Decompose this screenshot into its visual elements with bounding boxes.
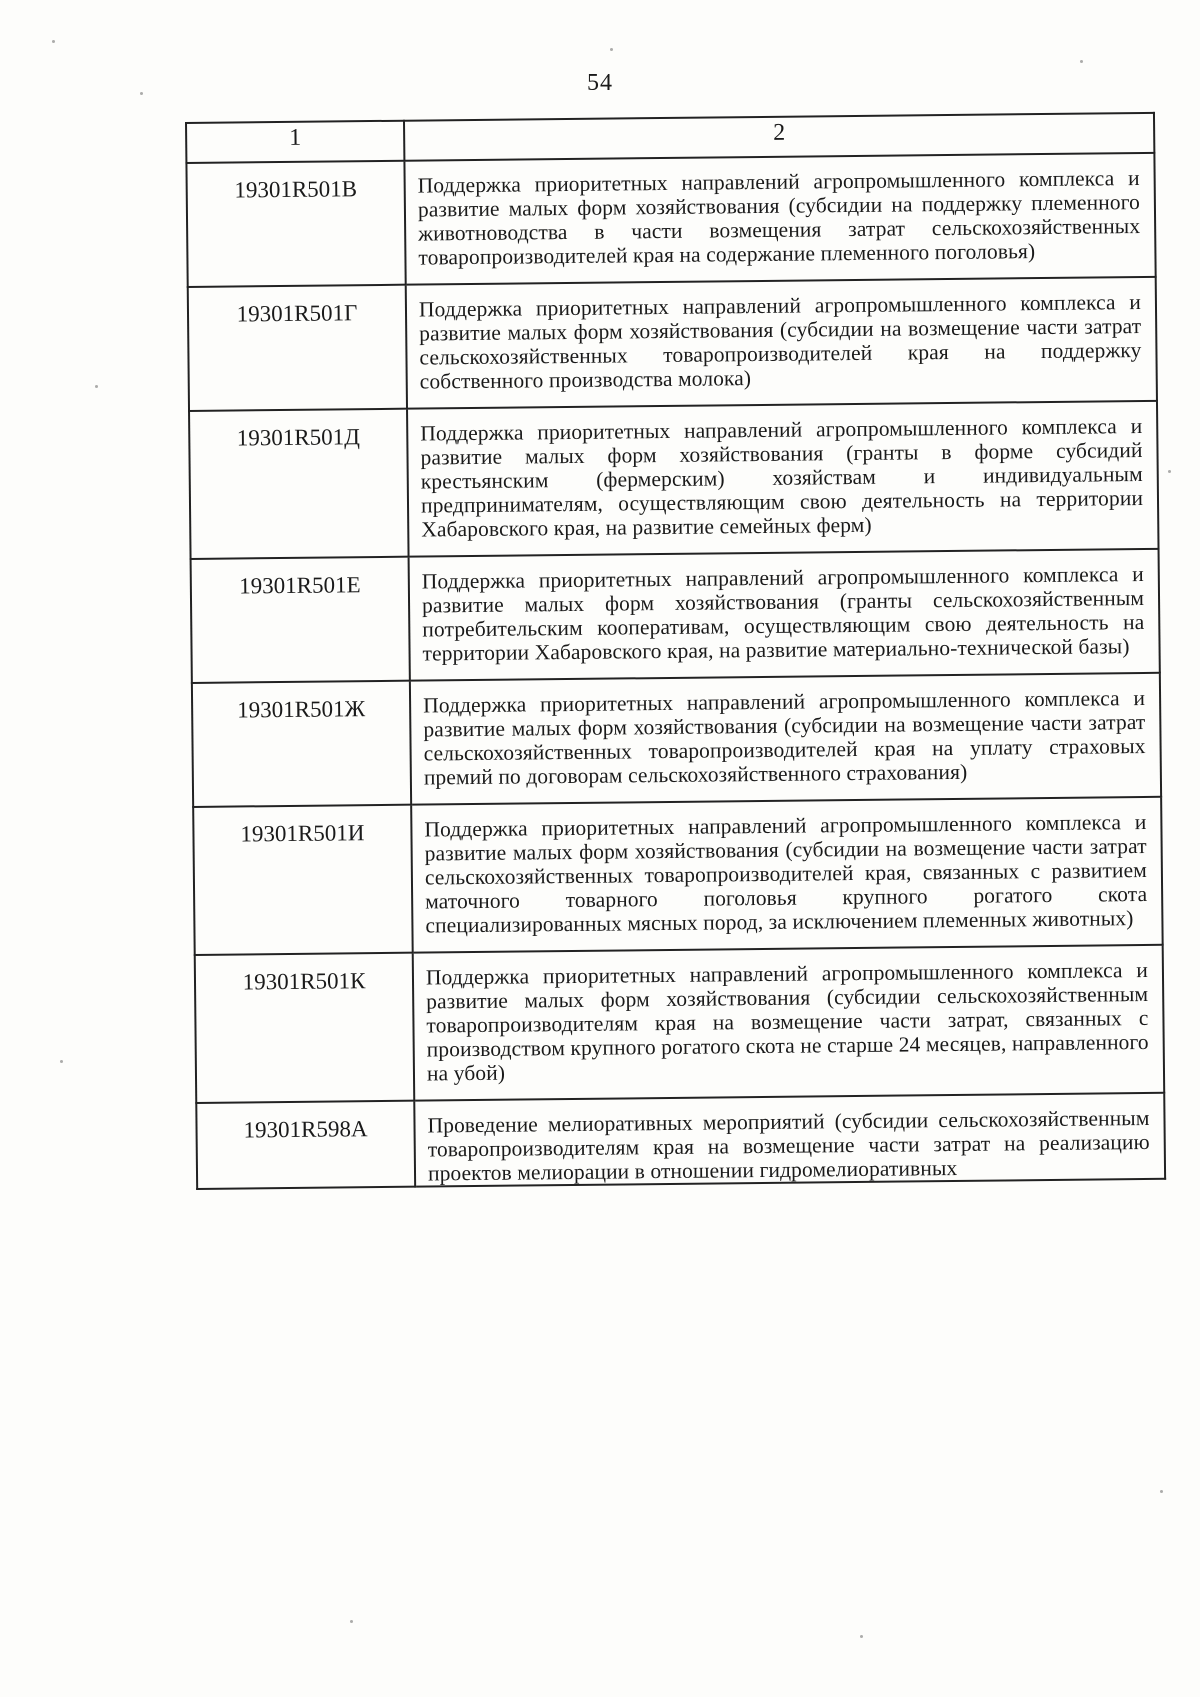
table-row — [195, 945, 1164, 1103]
scan-speckle — [140, 92, 143, 95]
table-row — [192, 673, 1161, 807]
table-row — [196, 1093, 1165, 1189]
column-header-code: 1 — [186, 121, 404, 163]
row-code: 19301R501Ж — [192, 681, 411, 807]
scan-speckle — [860, 1635, 863, 1638]
table-row — [188, 277, 1157, 411]
table-row — [189, 401, 1158, 559]
scan-speckle — [350, 1620, 353, 1623]
table-row — [193, 797, 1162, 955]
row-description: Поддержка приоритетных направлений агропромышленного комплекса и развитие малых форм хозяйствования (субсидии на возмещение части затрат сельскохозяйственных товаропроизводителей края, связанных с развитием маточного товарного поголовья крупного рогатого скота специализированных мясных пород, за исключением племенных животных) — [411, 797, 1163, 953]
row-code: 19301R501И — [193, 805, 413, 955]
row-code: 19301R501К — [195, 953, 415, 1103]
page-number: 54 — [587, 70, 613, 96]
scan-speckle — [52, 40, 55, 43]
row-description: Проведение мелиоративных мероприятий (субсидии сельскохозяйственным товаропроизводителям края на возмещение части затрат на реализацию проектов мелиорации в отношении гидромелиоративных — [414, 1093, 1165, 1187]
row-description: Поддержка приоритетных направлений агропромышленного комплекса и развитие малых форм хозяйствования (гранты в форме субсидий крестьянским (фермерским) хозяйствам и индивидуальным предпринимателям, осуществляющим свою деятельность на территории Хабаровского края, на развитие семейных ферм) — [407, 401, 1159, 557]
scan-speckle — [1080, 60, 1083, 63]
row-description: Поддержка приоритетных направлений агропромышленного комплекса и развитие малых форм хозяйствования (гранты сельскохозяйственным потребительским кооперативам, осуществляющим свою деятельность на территории Хабаровского края, на развитие материально-технической базы) — [409, 549, 1160, 681]
budget-classification-table — [185, 112, 1166, 1190]
row-description: Поддержка приоритетных направлений агропромышленного комплекса и развитие малых форм хозяйствования (субсидии на возмещение части затрат сельскохозяйственных товаропроизводителей края на поддержку собственного производства молока) — [406, 277, 1157, 409]
row-code: 19301R501Д — [189, 409, 409, 559]
table-row — [186, 153, 1155, 287]
row-description: Поддержка приоритетных направлений агропромышленного комплекса и развитие малых форм хозяйствования (субсидии сельскохозяйственным товаропроизводителям края на возмещение части затрат, связанных с производством крупного рогатого скота не старше 24 месяцев, направленного на убой) — [413, 945, 1165, 1101]
row-description: Поддержка приоритетных направлений агропромышленного комплекса и развитие малых форм хозяйствования (субсидии на возмещение части затрат сельскохозяйственных товаропроизводителей края на уплату страховых премий по договорам сельскохозяйственного страхования) — [410, 673, 1161, 805]
row-code: 19301R501В — [186, 161, 405, 287]
scan-speckle — [95, 385, 98, 388]
table-row — [191, 549, 1160, 683]
scan-speckle — [1160, 1490, 1163, 1493]
row-code: 19301R598А — [196, 1101, 415, 1189]
scan-speckle — [1168, 470, 1171, 473]
row-code: 19301R501Е — [191, 557, 410, 683]
row-code: 19301R501Г — [188, 285, 407, 411]
scan-speckle — [610, 48, 613, 51]
scan-speckle — [60, 1060, 63, 1063]
column-header-description: 2 — [404, 113, 1154, 161]
row-description: Поддержка приоритетных направлений агропромышленного комплекса и развитие малых форм хозяйствования (субсидии на поддержку племенного животноводства в части возмещения затрат сельскохозяйственных товаропроизводителей края на содержание племенного поголовья) — [404, 153, 1155, 285]
